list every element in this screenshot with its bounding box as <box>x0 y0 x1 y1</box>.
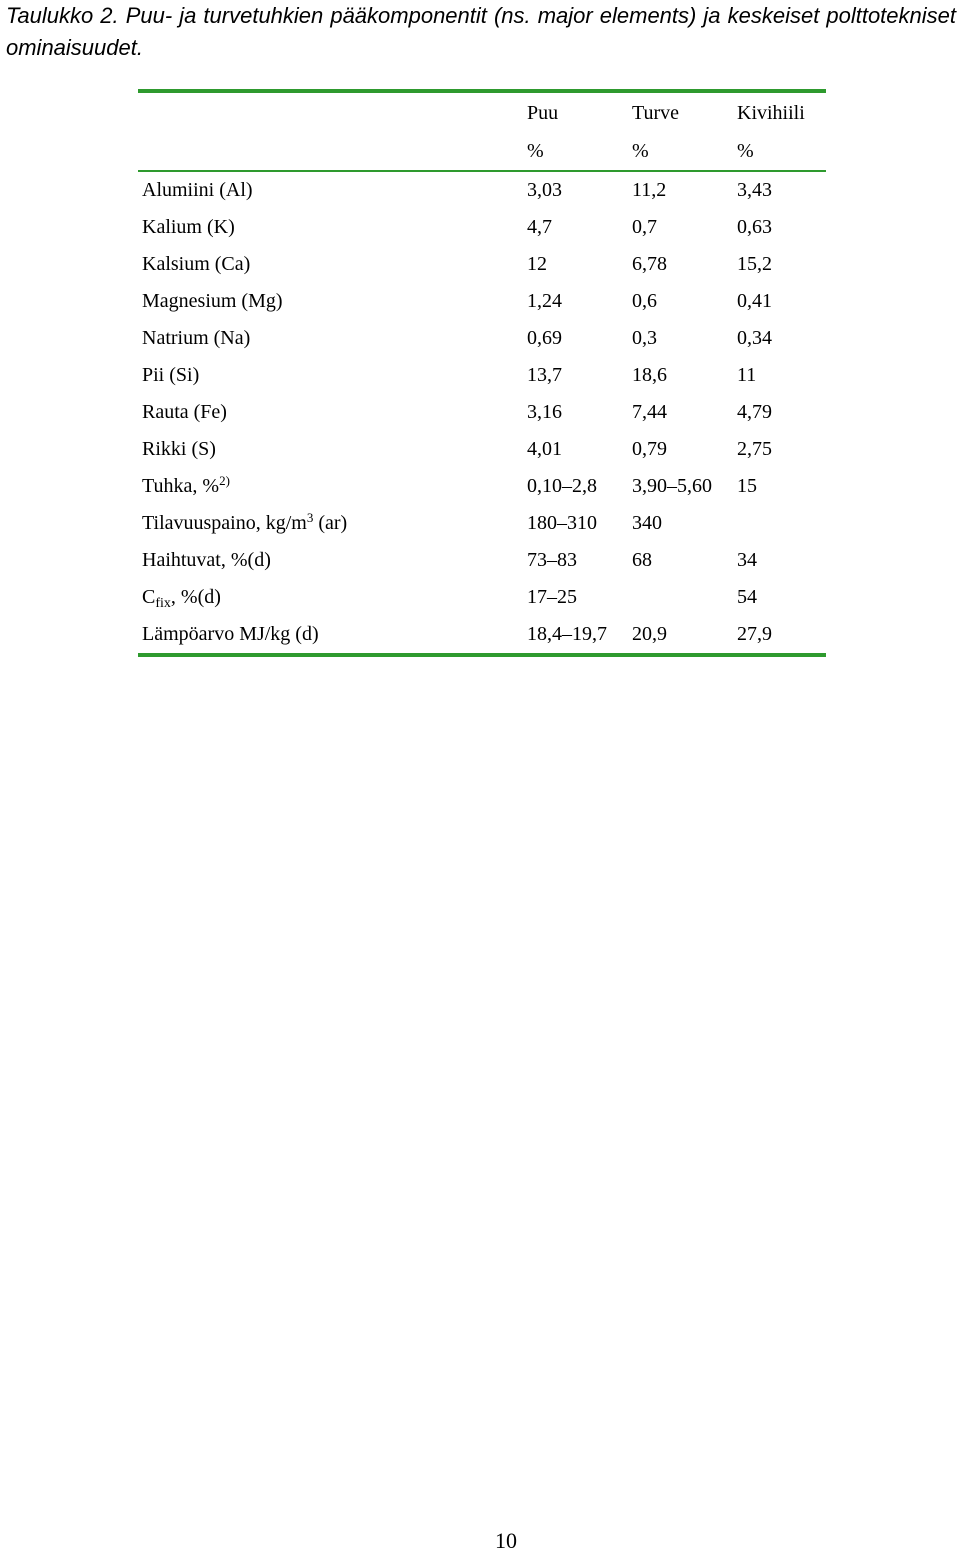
row-label-text: C <box>142 586 156 608</box>
turve-value: 0,6 <box>632 290 657 312</box>
kivihiili-value <box>733 505 826 542</box>
table-row <box>138 283 826 320</box>
table-row <box>138 171 826 209</box>
kivihiili-value: 54 <box>737 586 757 608</box>
table-row <box>138 246 826 283</box>
kivihiili-value: 0,41 <box>737 290 772 312</box>
row-label: Rauta (Fe) <box>142 401 227 423</box>
turve-value: 18,6 <box>632 364 667 386</box>
kivihiili-value: 3,43 <box>737 179 772 201</box>
table-row <box>138 394 826 431</box>
table-row <box>138 357 826 394</box>
puu-value: 4,7 <box>527 216 552 238</box>
kivihiili-value: 34 <box>737 549 757 571</box>
kivihiili-value: 2,75 <box>737 438 772 460</box>
row-label <box>138 505 523 542</box>
header-row <box>138 91 826 133</box>
components-table <box>138 89 826 657</box>
puu-value: 4,01 <box>527 438 562 460</box>
row-label: Pii (Si) <box>142 364 200 386</box>
puu-value: 3,16 <box>527 401 562 423</box>
unit-cell: % <box>628 133 733 171</box>
puu-value: 180–310 <box>527 512 597 534</box>
row-label: Natrium (Na) <box>142 327 251 349</box>
turve-value: 0,7 <box>632 216 657 238</box>
unit-cell <box>138 133 523 171</box>
unit-cell: % <box>523 133 628 171</box>
kivihiili-value: 4,79 <box>737 401 772 423</box>
turve-value: 68 <box>632 549 652 571</box>
puu-value: 17–25 <box>527 586 577 608</box>
turve-value: 3,90–5,60 <box>632 475 712 497</box>
puu-value: 13,7 <box>527 364 562 386</box>
row-label-tail: (ar) <box>313 512 348 534</box>
turve-value <box>628 579 733 616</box>
page-number: 10 <box>495 1528 517 1553</box>
turve-value: 6,78 <box>632 253 667 275</box>
units-row <box>138 133 826 171</box>
superscript: 3 <box>306 510 314 525</box>
row-label: Rikki (S) <box>142 438 216 460</box>
subscript: fix <box>155 596 171 611</box>
table-row <box>138 579 826 616</box>
row-label <box>138 468 523 505</box>
header-cell: Kivihiili <box>733 91 826 133</box>
row-label-text: Tilavuuspaino, kg/m <box>142 512 307 534</box>
turve-value: 20,9 <box>628 616 733 655</box>
table-row <box>138 542 826 579</box>
row-label: Lämpöarvo MJ/kg (d) <box>138 616 523 655</box>
table-row <box>138 209 826 246</box>
row-label-tail: , %(d) <box>170 586 221 608</box>
kivihiili-value: 0,63 <box>737 216 772 238</box>
row-label: Magnesium (Mg) <box>142 290 283 312</box>
header-cell: Turve <box>628 91 733 133</box>
puu-value: 3,03 <box>527 179 562 201</box>
kivihiili-value: 11 <box>737 364 757 386</box>
kivihiili-value: 15 <box>737 475 757 497</box>
header-cell: Puu <box>523 91 628 133</box>
row-label: Alumiini (Al) <box>142 179 253 201</box>
turve-value: 0,79 <box>632 438 667 460</box>
table-row <box>138 616 826 655</box>
puu-value: 18,4–19,7 <box>523 616 628 655</box>
row-label: Haihtuvat, %(d) <box>142 549 271 571</box>
table-row <box>138 468 826 505</box>
row-label <box>138 579 523 616</box>
row-label: Kalsium (Ca) <box>142 253 251 275</box>
kivihiili-value: 0,34 <box>737 327 772 349</box>
turve-value: 340 <box>632 512 662 534</box>
row-label-text: Tuhka, % <box>142 475 220 497</box>
turve-value: 11,2 <box>632 179 667 201</box>
unit-cell: % <box>733 133 826 171</box>
row-label: Kalium (K) <box>142 216 235 238</box>
turve-value: 0,3 <box>632 327 657 349</box>
puu-value: 73–83 <box>527 549 577 571</box>
table-caption: Taulukko 2. Puu- ja turvetuhkien pääkomponentit (ns. major elements) ja keskeiset polttotekniset ominaisuudet. <box>6 3 956 60</box>
puu-value: 1,24 <box>527 290 562 312</box>
table-row <box>138 505 826 542</box>
table-row <box>138 431 826 468</box>
turve-value: 7,44 <box>632 401 667 423</box>
header-cell <box>138 91 523 133</box>
kivihiili-value: 15,2 <box>737 253 772 275</box>
puu-value: 12 <box>527 253 547 275</box>
footnote-marker: 2) <box>219 473 230 488</box>
puu-value: 0,10–2,8 <box>527 475 597 497</box>
puu-value: 0,69 <box>527 327 562 349</box>
table-row <box>138 320 826 357</box>
kivihiili-value: 27,9 <box>733 616 826 655</box>
